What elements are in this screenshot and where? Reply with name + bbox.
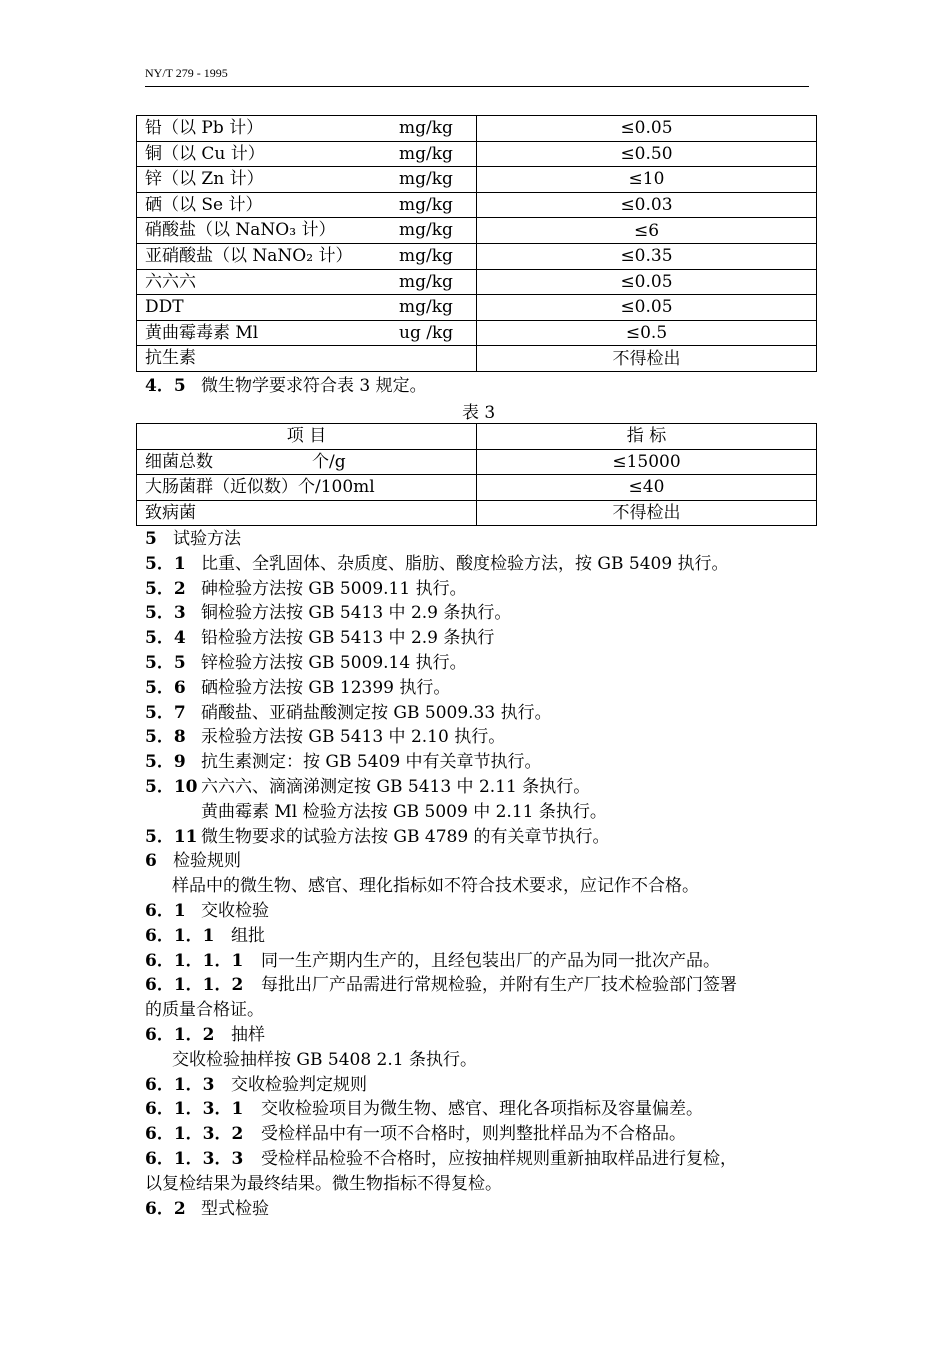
clause-number: 6．1．1．2 — [145, 975, 244, 996]
text-line — [145, 949, 720, 973]
item-name: 大肠菌群（近似数）个/100ml — [145, 477, 375, 498]
clause-text: 交收检验判定规则 — [231, 1074, 367, 1095]
header-rule — [145, 86, 809, 87]
text-line — [145, 1122, 686, 1146]
index-value: ≤10 — [477, 167, 817, 193]
clause-text: 铜检验方法按 GB 5413 中 2.9 条执行。 — [201, 603, 512, 624]
clause-text: 样品中的微生物、感官、理化指标如不符合技术要求，应记作不合格。 — [172, 876, 699, 897]
item-name: 锌（以 Zn 计） — [145, 169, 264, 190]
text-line — [201, 800, 607, 824]
item-cell — [137, 243, 477, 269]
table-3-microbiology — [136, 423, 817, 526]
index-value: ≤0.05 — [477, 269, 817, 295]
table-3-caption: 表 3 — [462, 403, 496, 423]
clause-text: 黄曲霉素 Ml 检验方法按 GB 5009 中 2.11 条执行。 — [201, 801, 607, 822]
item-cell — [137, 192, 477, 218]
clause-text: 六六六、滴滴涕测定按 GB 5413 中 2.11 条执行。 — [201, 777, 591, 797]
clause-text: 交收检验 — [201, 901, 269, 921]
clause-text: 铅检验方法按 GB 5413 中 2.9 条执行 — [201, 628, 495, 649]
clause-text: 试验方法 — [173, 529, 241, 549]
item-name: 铅（以 Pb 计） — [145, 118, 264, 138]
item-name: 六六六 — [145, 271, 196, 292]
item-unit: mg/kg — [399, 194, 453, 215]
item-cell — [137, 449, 477, 475]
table-row — [137, 167, 817, 193]
text-line — [145, 1147, 737, 1171]
item-unit: mg/kg — [399, 169, 453, 190]
clause-text: 同一生产期内生产的，且经包装出厂的产品为同一批次产品。 — [261, 950, 720, 971]
clause-number: 6．1．2 — [145, 1025, 215, 1045]
clause-number: 5．7 — [145, 702, 186, 723]
clause-number: 6．1．3 — [145, 1074, 215, 1095]
item-cell — [137, 500, 477, 526]
text-line — [145, 825, 610, 849]
text-line — [145, 577, 467, 601]
clause-text: 检验规则 — [173, 851, 241, 872]
clause-text: 硒检验方法按 GB 12399 执行。 — [201, 677, 451, 698]
text-line — [145, 1073, 367, 1097]
clause-number: 6．1．1．1 — [145, 950, 244, 971]
table-header-row — [137, 424, 817, 450]
text-line — [145, 973, 737, 997]
clause-text: 汞检验方法按 GB 5413 中 2.10 执行。 — [201, 727, 506, 748]
clause-number: 6．1．3．1 — [145, 1099, 244, 1120]
text-line — [145, 701, 552, 725]
item-unit: mg/kg — [399, 271, 453, 292]
item-name: 抗生素 — [145, 348, 196, 369]
clause-number: 6．1．3．3 — [145, 1149, 244, 1169]
clause-text: 交收检验项目为微生物、感官、理化各项指标及容量偏差。 — [261, 1099, 703, 1120]
text-line — [145, 775, 590, 799]
index-value: ≤0.05 — [477, 295, 817, 321]
item-name: 黄曲霉毒素 Ml — [145, 322, 259, 343]
table-row — [137, 243, 817, 269]
item-cell — [137, 295, 477, 321]
text-line — [145, 676, 450, 700]
clause-number: 6 — [145, 851, 157, 872]
clause-4-5: 4．5 微生物学要求符合表 3 规定。 — [145, 376, 427, 396]
index-value: 不得检出 — [477, 500, 817, 526]
table-row — [137, 346, 817, 372]
index-value: 不得检出 — [477, 346, 817, 372]
clause-number: 5．2 — [145, 578, 186, 599]
item-name: 硒（以 Se 计） — [145, 194, 263, 215]
item-unit: 个/g — [312, 451, 346, 472]
index-value: ≤15000 — [477, 449, 817, 475]
text-line — [145, 527, 241, 551]
text-line — [145, 899, 269, 923]
index-value: ≤0.03 — [477, 192, 817, 218]
clause-number: 5．9 — [145, 752, 186, 773]
clause-text: 受检样品检验不合格时，应按抽样规则重新抽取样品进行复检， — [261, 1149, 737, 1169]
item-cell — [137, 116, 477, 142]
clause-number: 6．1．3．2 — [145, 1124, 244, 1145]
clause-number: 5．6 — [145, 677, 186, 698]
text-line — [145, 1023, 265, 1047]
text-line — [145, 1172, 502, 1196]
index-value: ≤0.5 — [477, 320, 817, 346]
clause-text: 比重、全乳固体、杂质度、脂肪、酸度检验方法，按 GB 5409 执行。 — [201, 553, 729, 574]
index-value: ≤0.50 — [477, 141, 817, 167]
clause-text: 硝酸盐、亚硝盐酸测定按 GB 5009.33 执行。 — [201, 702, 552, 723]
item-name: 亚硝酸盐（以 NaNO₂ 计） — [145, 245, 353, 266]
header-index: 指 标 — [477, 424, 817, 450]
clause-text: 的质量合格证。 — [145, 1000, 264, 1021]
text-line — [145, 998, 264, 1022]
item-cell — [137, 141, 477, 167]
table-row — [137, 295, 817, 321]
clause-text: 交收检验抽样按 GB 5408 2.1 条执行。 — [172, 1049, 477, 1070]
table-2-contaminants — [136, 115, 817, 372]
text-line — [145, 1097, 703, 1121]
clause-number: 5．11 — [145, 826, 198, 847]
clause-number: 5．8 — [145, 727, 186, 748]
clause-text: 组批 — [231, 925, 265, 946]
table-row — [137, 141, 817, 167]
item-cell — [137, 475, 477, 501]
index-value: ≤0.35 — [477, 243, 817, 269]
clause-text: 抗生素测定：按 GB 5409 中有关章节执行。 — [201, 752, 542, 773]
clause-number: 6．1．1 — [145, 925, 215, 946]
item-unit: mg/kg — [399, 143, 453, 164]
item-cell — [137, 320, 477, 346]
clause-text: 砷检验方法按 GB 5009.11 执行。 — [201, 578, 467, 599]
text-line — [172, 1048, 477, 1072]
text-line — [145, 1197, 269, 1221]
text-line — [145, 725, 505, 749]
text-line — [145, 924, 265, 948]
clause-number: 5．3 — [145, 603, 186, 624]
table-row — [137, 320, 817, 346]
item-unit: mg/kg — [399, 297, 453, 318]
index-value: ≤40 — [477, 475, 817, 501]
text-line — [145, 849, 241, 873]
clause-number: 5．1 — [145, 553, 186, 574]
clause-text: 型式检验 — [201, 1198, 269, 1219]
clause-text: 抽样 — [231, 1025, 265, 1045]
text-line — [145, 626, 494, 650]
item-unit: mg/kg — [399, 118, 453, 138]
clause-number: 5 — [145, 529, 157, 549]
table-row — [137, 475, 817, 501]
table-row — [137, 269, 817, 295]
item-cell — [137, 167, 477, 193]
item-unit: mg/kg — [399, 220, 453, 241]
text-line — [172, 874, 699, 898]
text-line — [145, 651, 467, 675]
text-line — [145, 750, 542, 774]
clause-number: 5．4 — [145, 628, 186, 649]
table-row — [137, 192, 817, 218]
text-line — [145, 601, 511, 625]
clause-number: 6．1 — [145, 901, 186, 921]
clause-number: 6．2 — [145, 1198, 186, 1219]
item-name: DDT — [145, 297, 184, 318]
table-row — [137, 500, 817, 526]
clause-number: 5．5 — [145, 653, 186, 673]
standard-number: NY/T 279 - 1995 — [145, 66, 228, 80]
item-name: 铜（以 Cu 计） — [145, 143, 265, 164]
index-value: ≤0.05 — [477, 116, 817, 142]
item-cell — [137, 269, 477, 295]
item-cell — [137, 218, 477, 244]
clause-number: 5．10 — [145, 777, 198, 797]
item-unit: ug /kg — [399, 322, 454, 343]
clause-text: 受检样品中有一项不合格时，则判整批样品为不合格品。 — [261, 1124, 686, 1145]
clause-text: 微生物要求的试验方法按 GB 4789 的有关章节执行。 — [201, 826, 610, 847]
item-name: 致病菌 — [145, 502, 196, 523]
table-row — [137, 218, 817, 244]
clause-text: 以复检结果为最终结果。微生物指标不得复检。 — [145, 1173, 502, 1194]
table-row — [137, 449, 817, 475]
clause-text: 锌检验方法按 GB 5009.14 执行。 — [201, 653, 467, 673]
index-value: ≤6 — [477, 218, 817, 244]
text-line — [145, 552, 729, 576]
item-cell — [137, 346, 477, 372]
item-name: 硝酸盐（以 NaNO₃ 计） — [145, 220, 336, 241]
clause-text: 每批出厂产品需进行常规检验，并附有生产厂技术检验部门签署 — [261, 975, 737, 996]
table-row — [137, 116, 817, 142]
item-unit: mg/kg — [399, 245, 453, 266]
header-item: 项 目 — [137, 424, 477, 450]
item-name: 细菌总数 — [145, 451, 213, 472]
